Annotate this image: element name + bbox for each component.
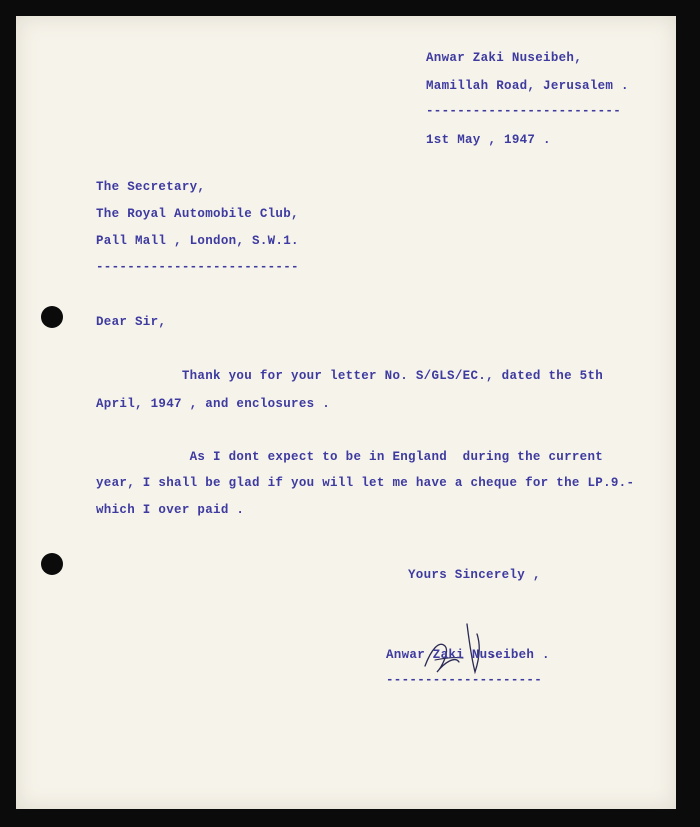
paragraph-2-line-3: which I over paid . — [96, 503, 245, 517]
salutation: Dear Sir, — [96, 315, 167, 329]
punch-hole-top — [41, 306, 63, 328]
signatory-name: Anwar Zaki Nuseibeh . — [386, 648, 550, 662]
sender-rule: ------------------------- — [426, 104, 622, 118]
recipient-line-2: The Royal Automobile Club, — [96, 207, 299, 221]
paragraph-1-line-1: Thank you for your letter No. S/GLS/EC., dated the 5th — [96, 369, 604, 383]
sender-address: Mamillah Road, Jerusalem . — [426, 79, 629, 93]
paragraph-1-line-2: April, 1947 , and enclosures . — [96, 397, 331, 411]
paragraph-2-line-2: year, I shall be glad if you will let me have a cheque for the LP.9.- — [96, 476, 635, 490]
letter-page — [16, 16, 676, 809]
closing: Yours Sincerely , — [408, 568, 541, 582]
recipient-rule: -------------------------- — [96, 260, 299, 274]
recipient-line-3: Pall Mall , London, S.W.1. — [96, 234, 299, 248]
recipient-line-1: The Secretary, — [96, 180, 206, 194]
letter-date: 1st May , 1947 . — [426, 133, 551, 147]
sender-name: Anwar Zaki Nuseibeh, — [426, 51, 583, 65]
paragraph-2-line-1: As I dont expect to be in England during the current — [96, 450, 604, 464]
punch-hole-bottom — [41, 553, 63, 575]
signatory-rule: -------------------- — [386, 673, 543, 687]
